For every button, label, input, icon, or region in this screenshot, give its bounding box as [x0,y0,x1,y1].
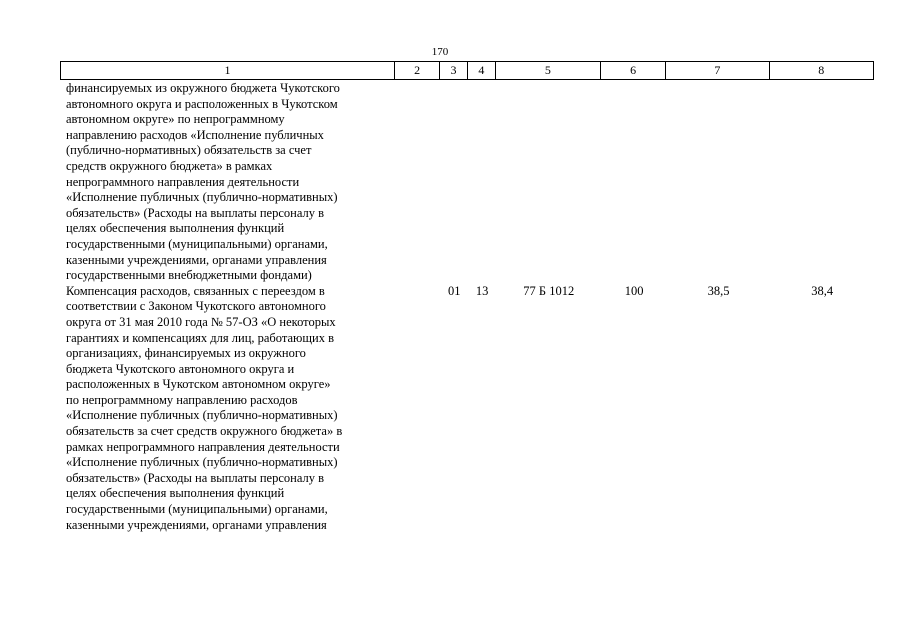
table-row-continuation [60,81,874,284]
text-line: Компенсация расходов, связанных с переездом в [66,283,325,298]
text-line: государственными (муниципальными) органами, [66,236,328,251]
continuation-description [60,81,409,284]
text-line: автономного округа и расположенных в Чукотском [66,96,338,111]
row-col-4-subsection: 13 [475,283,489,298]
text-line: (публично-нормативных) обязательств за счет [66,143,312,158]
header-col-6: 6 [601,62,666,79]
header-col-8: 8 [818,63,825,77]
text-line: «Исполнение публичных (публично-нормативных) [66,455,338,470]
row-col-5-target-article: 77 Б 1012 [523,283,575,298]
table-header [60,61,874,80]
text-line: рамках непрограммного направления деятельности [66,439,340,454]
text-line: обязательств» (Расходы на выплаты персоналу в [66,470,324,485]
row-col-8-amount: 38,4 [811,283,834,298]
text-line: соответствии с Законом Чукотского автономного [66,299,326,314]
text-line: организациях, финансируемых из окружного [66,346,306,361]
header-col-3: 3 [440,62,468,79]
header-col-2: 2 [395,62,440,79]
text-line: государственными внебюджетными фондами) [66,268,312,283]
text-line: округа от 31 мая 2010 года № 57-ОЗ «О некоторых [66,314,336,329]
table-body [60,81,874,533]
page-number: 170 [431,46,449,58]
text-line: финансируемых из окружного бюджета Чукотского [66,81,340,95]
text-line: расположенных в Чукотском автономном округе» [66,377,331,392]
text-line: непрограммного направления деятельности [66,174,300,189]
text-line: бюджета Чукотского автономного округа и [66,361,295,376]
text-line: казенными учреждениями, органами управления [66,517,327,532]
text-line: автономном округе» по непрограммному [66,112,285,127]
row-col-6-expense-type: 100 [624,283,644,298]
text-line: государственными (муниципальными) органами, [66,502,328,517]
header-col-1: 1 [61,62,395,79]
table-row [60,284,874,534]
text-line: по непрограммному направлению расходов [66,392,298,407]
text-line: «Исполнение публичных (публично-нормативных) [66,190,338,205]
text-line: казенными учреждениями, органами управления [66,252,327,267]
row-col-3-section: 01 [448,283,461,298]
text-line: целях обеспечения выполнения функций [66,486,285,501]
text-line: обязательств» (Расходы на выплаты персоналу в [66,205,324,220]
row-col-7-amount: 38,5 [707,283,730,298]
text-line: целях обеспечения выполнения функций [66,221,285,236]
text-line: гарантиях и компенсациях для лиц, работающих в [66,330,334,345]
text-line: средств окружного бюджета» в рамках [66,158,273,173]
row-description [60,284,395,534]
text-line: «Исполнение публичных (публично-нормативных) [66,408,338,423]
header-col-4: 4 [468,62,496,79]
text-line: обязательств за счет средств окружного бюджета» в [66,424,343,439]
text-line: направлению расходов «Исполнение публичных [66,127,324,142]
header-col-7: 7 [666,62,769,79]
header-col-5: 5 [496,62,601,79]
row-col-2 [395,284,440,534]
